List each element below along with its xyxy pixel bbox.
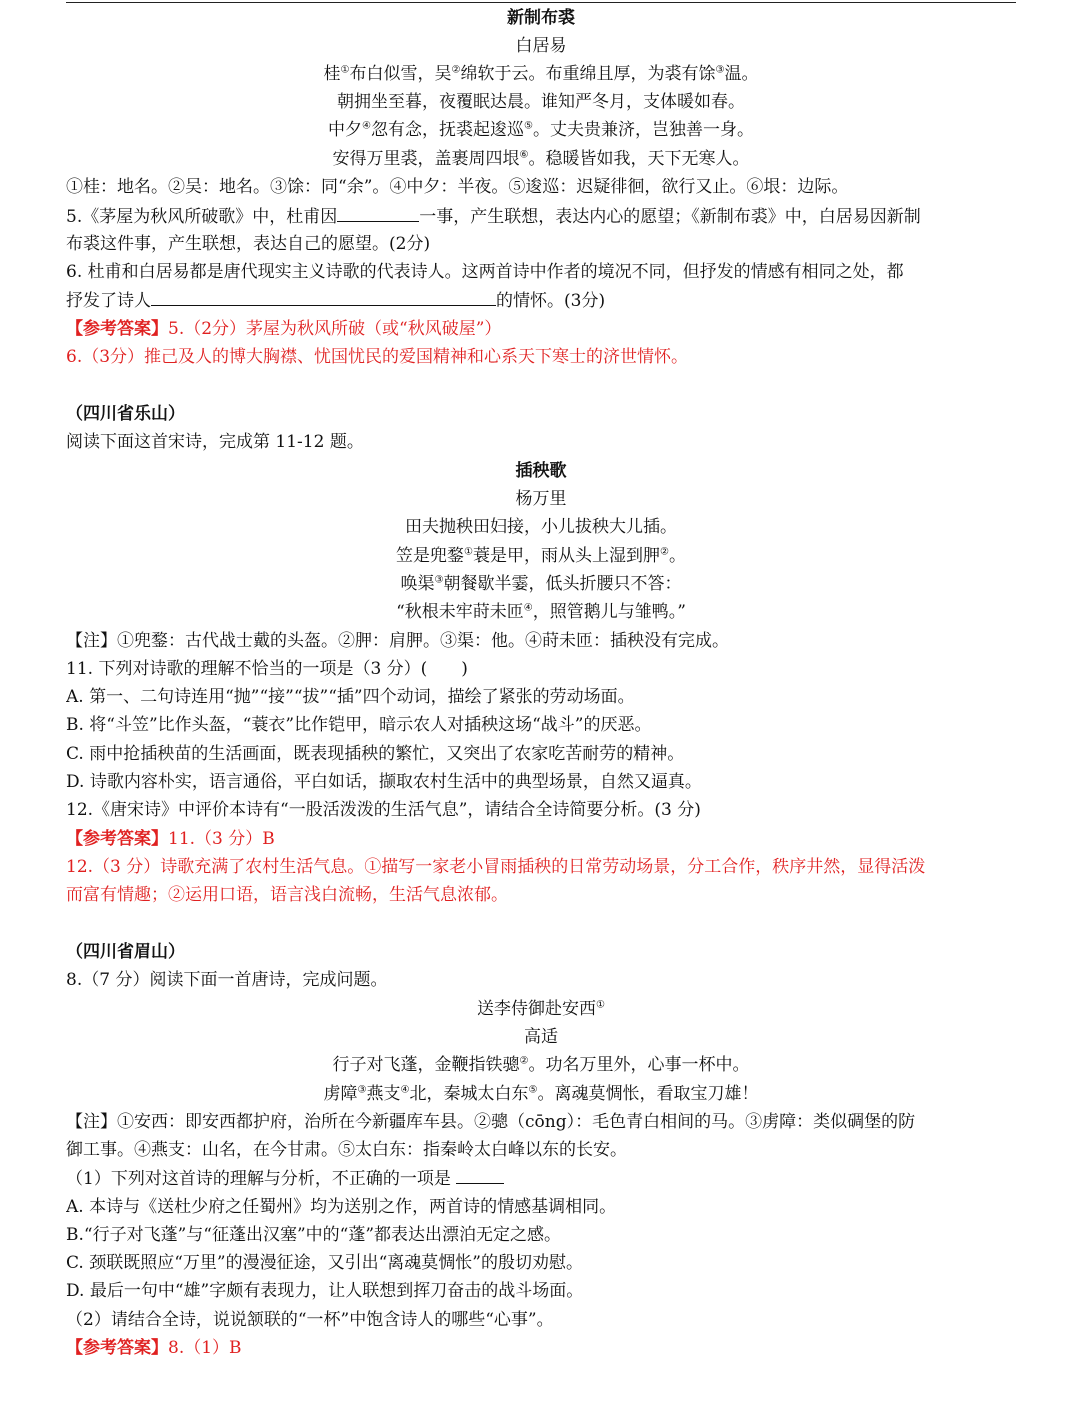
poem-title-3: 送李侍御赴安西① <box>477 999 605 1019</box>
poem-line: 桂①布白似雪，吴②绵软于云。布重绵且厚，为裘有馀③温。 <box>323 64 759 84</box>
question-11: 11. 下列对诗歌的理解不恰当的一项是（3 分）( ) <box>66 659 468 679</box>
poem-author-3: 高适 <box>524 1027 558 1047</box>
poem-author-1: 白居易 <box>515 36 567 56</box>
question-6-cont: 抒发了诗人 的情怀。(3分) <box>66 291 606 311</box>
sub-question-2: （2）请结合全诗，说说颔联的“一杯”中饱含诗人的哪些“心事”。 <box>66 1310 554 1330</box>
poem-notes-cont: 御工事。④燕支：山名，在今甘肃。⑤太白东：指秦岭太白峰以东的长安。 <box>66 1140 627 1160</box>
answer-8: 【参考答案】8.（1）B <box>66 1338 242 1358</box>
poem-line: 笠是兜鍪①蓑是甲，雨从头上湿到胛②。 <box>396 546 686 566</box>
poem-notes: 【注】①安西：即安西都护府，治所在今新疆库车县。②骢（cōng）：毛色青白相间的马。③虏障：类似碉堡的防 <box>66 1112 916 1132</box>
answer-blank[interactable] <box>151 289 496 306</box>
poem-line: 田夫抛秧田妇接，小儿拔秧大儿插。 <box>405 517 677 537</box>
region-meishan: （四川省眉山） <box>66 942 185 962</box>
answer-12-cont: 而富有情趣；②运用口语，语言浅白流畅，生活气息浓郁。 <box>66 885 508 905</box>
poem-line: 行子对飞蓬，金鞭指铁骢②。功名万里外，心事一杯中。 <box>332 1055 750 1075</box>
section-intro: 阅读下面这首宋诗，完成第 11-12 题。 <box>66 432 364 452</box>
poem-notes: ①桂：地名。②吴：地名。③馀：同“余”。④中夕：半夜。⑤逡巡：迟疑徘徊，欲行又止。⑥垠：边际。 <box>66 177 849 197</box>
question-8: 8.（7 分）阅读下面一首唐诗，完成问题。 <box>66 970 388 990</box>
question-5-cont: 布裘这件事，产生联想，表达自己的愿望。(2分) <box>66 234 431 254</box>
top-rule <box>66 2 1016 3</box>
answer-12: 12.（3 分）诗歌充满了农村生活气息。①描写一家老小冒雨插秧的日常劳动场景，分工合作，秩序井然，显得活泼 <box>66 857 926 877</box>
region-leshan: （四川省乐山） <box>66 404 185 424</box>
option-a: A. 本诗与《送杜少府之任蜀州》均为送别之作，两首诗的情感基调相同。 <box>66 1197 617 1217</box>
question-5: 5.《茅屋为秋风所破歌》中，杜甫因 一事，产生联想，表达内心的愿望；《新制布裘》中，白居易因新制 <box>66 207 921 227</box>
poem-line: “秋根未牢莳未匝④，照管鹅儿与雏鸭。” <box>396 602 686 622</box>
option-c: C. 颈联既照应“万里”的漫漫征途，又引出“离魂莫惆怅”的殷切劝慰。 <box>66 1253 583 1273</box>
poem-title-2: 插秧歌 <box>515 461 567 481</box>
answer-5: 【参考答案】5.（2分）茅屋为秋风所破（或“秋风破屋”） <box>66 319 502 339</box>
poem-line: 虏障③燕支④北，秦城太白东⑤。离魂莫惆怅，看取宝刀雄！ <box>323 1084 759 1104</box>
answer-blank[interactable] <box>456 1167 504 1184</box>
option-d: D. 诗歌内容朴实，语言通俗，平白如话，撷取农村生活中的典型场景，自然又逼真。 <box>66 772 702 792</box>
option-b: B.“行子对飞蓬”与“征蓬出汉塞”中的“蓬”都表达出漂泊无定之感。 <box>66 1225 562 1245</box>
poem-line: 中夕④忽有念，抚裘起逡巡⑤。丈夫贵兼济，岂独善一身。 <box>328 120 754 140</box>
answer-6: 6.（3分）推己及人的博大胸襟、忧国忧民的爱国精神和心系天下寒士的济世情怀。 <box>66 347 689 367</box>
poem-author-2: 杨万里 <box>515 489 567 509</box>
option-b: B. 将“斗笠”比作头盔，“蓑衣”比作铠甲，暗示农人对插秧这场“战斗”的厌恶。 <box>66 715 652 735</box>
poem-line: 安得万里裘，盖裹周四垠⑥。稳暖皆如我，天下无寒人。 <box>332 149 750 169</box>
poem-line: 朝拥坐至暮，夜覆眠达晨。谁知严冬月，支体暖如春。 <box>337 92 745 112</box>
question-6: 6. 杜甫和白居易都是唐代现实主义诗歌的代表诗人。这两首诗中作者的境况不同，但抒发的情感有相同之处，都 <box>66 262 904 282</box>
poem-line: 唤渠③朝餐歇半霎，低头折腰只不答： <box>400 574 682 594</box>
option-c: C. 雨中抢插秧苗的生活画面，既表现插秧的繁忙，又突出了农家吃苦耐劳的精神。 <box>66 744 685 764</box>
poem-notes: 【注】①兜鍪：古代战士戴的头盔。②胛：肩胛。③渠：他。④莳未匝：插秧没有完成。 <box>66 631 729 651</box>
poem-title-1: 新制布裘 <box>507 8 575 28</box>
question-12: 12.《唐宋诗》中评价本诗有“一股活泼泼的生活气息”，请结合全诗简要分析。(3 分) <box>66 800 701 820</box>
answer-11: 【参考答案】11.（3 分）B <box>66 829 275 849</box>
answer-blank[interactable] <box>337 205 419 222</box>
option-d: D. 最后一句中“雄”字颇有表现力，让人联想到挥刀奋击的战斗场面。 <box>66 1281 584 1301</box>
sub-question-1: （1）下列对这首诗的理解与分析，不正确的一项是 <box>66 1167 1016 1189</box>
option-a: A. 第一、二句诗连用“抛”“接”“拔”“插”四个动词，描绘了紧张的劳动场面。 <box>66 687 635 707</box>
